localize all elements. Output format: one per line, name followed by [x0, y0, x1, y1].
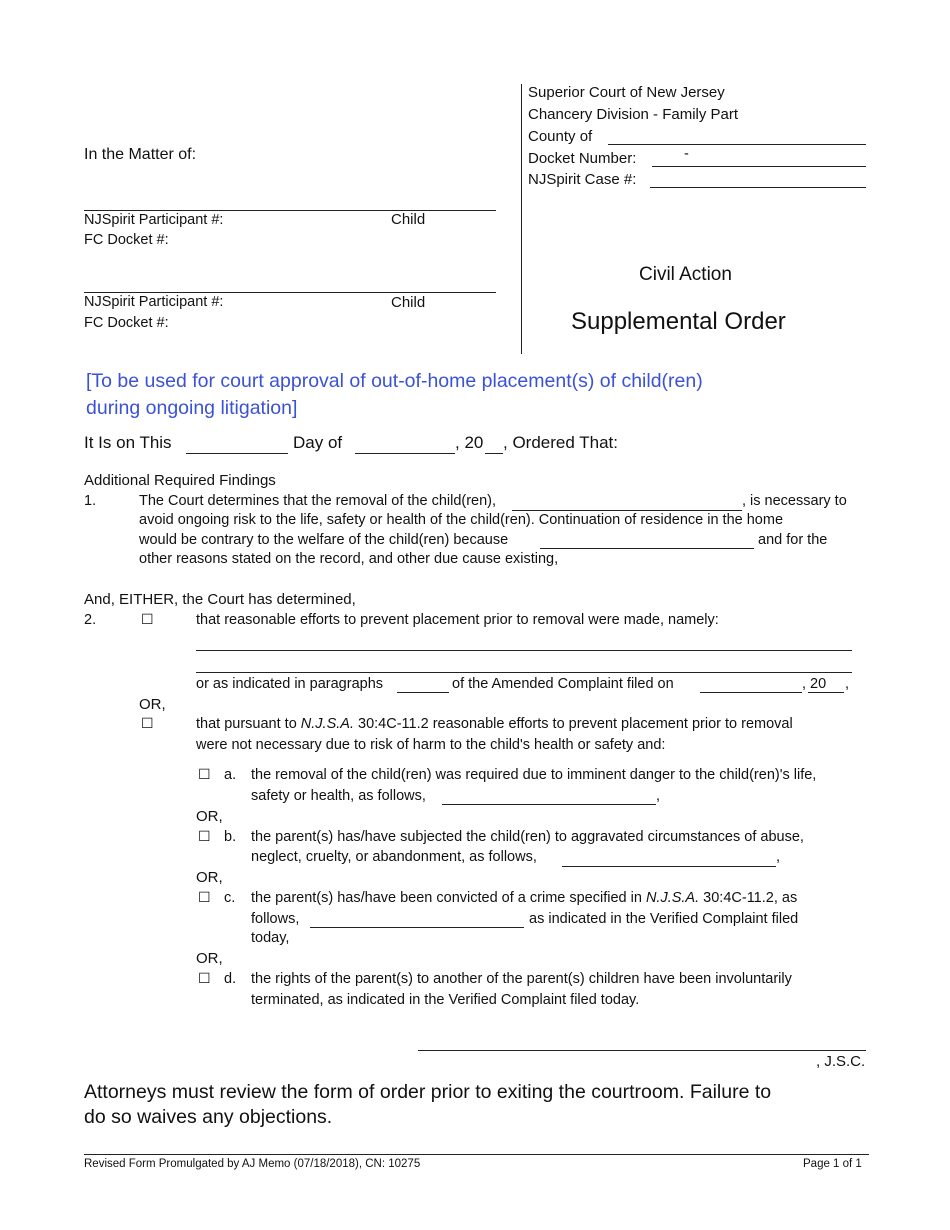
option-a-letter: a.: [224, 767, 237, 783]
child1-name-field[interactable]: [84, 210, 496, 211]
docket-dash: -: [684, 146, 689, 162]
option-c-line-3: today,: [251, 930, 290, 946]
pursuant-to-text: that pursuant to: [196, 716, 297, 732]
option-c-line-2b: as indicated in the Verified Complaint filed: [529, 911, 799, 927]
paragraphs-label: or as indicated in paragraphs: [196, 676, 384, 692]
option-c-line-1: [251, 890, 797, 906]
matter-label: In the Matter of:: [84, 146, 197, 163]
or-separator-a: OR,: [196, 808, 223, 825]
option-c-text-b: 30:4C-11.2, as: [703, 890, 798, 906]
option-b-line-2: neglect, cruelty, or abandonment, as follows,: [251, 849, 537, 865]
additional-findings-heading: Additional Required Findings: [84, 472, 276, 489]
paragraphs-field[interactable]: [397, 692, 449, 693]
docket-number-label: Docket Number:: [528, 150, 637, 167]
child2-name-field[interactable]: [84, 292, 496, 293]
option-d-line-2: terminated, as indicated in the Verified Complaint filed today.: [251, 992, 640, 1008]
county-label: County of: [528, 128, 593, 145]
option-c-field[interactable]: [310, 927, 524, 928]
paragraph-1-line-2: avoid ongoing risk to the life, safety or health of the child(ren). Continuation of residence in the home: [139, 512, 784, 528]
efforts-detail-line-1[interactable]: [196, 650, 852, 651]
option-b-checkbox[interactable]: ☐: [198, 829, 211, 845]
instruction-line-2: during ongoing litigation]: [86, 397, 298, 419]
it-is-on-this-label: It Is on This: [84, 433, 172, 452]
jsc-label: , J.S.C.: [816, 1053, 866, 1070]
paragraph-1-line-4: other reasons stated on the record, and other due cause existing,: [139, 551, 559, 567]
efforts-not-necessary-line-2: were not necessary due to risk of harm to the child's health or safety and:: [196, 737, 666, 753]
amended-complaint-label: of the Amended Complaint filed on: [452, 676, 674, 692]
month-field[interactable]: [355, 453, 455, 454]
option-a-checkbox[interactable]: ☐: [198, 767, 211, 783]
njspirit-case-label: NJSpirit Case #:: [528, 171, 637, 188]
year-field[interactable]: [485, 453, 503, 454]
child2-participant-label: NJSpirit Participant #:: [84, 294, 224, 310]
year-prefix: , 20: [455, 433, 484, 452]
child1-fc-docket-label: FC Docket #:: [84, 232, 169, 248]
caption-divider: [521, 84, 522, 354]
option-a-line-1: the removal of the child(ren) was required due to imminent danger to the child(ren)'s life,: [251, 767, 817, 783]
njspirit-case-field[interactable]: [650, 187, 866, 188]
option-a-field[interactable]: [442, 804, 656, 805]
complaint-year-prefix: , 20: [802, 676, 827, 692]
child2-label: Child: [391, 294, 426, 311]
either-statement: And, EITHER, the Court has determined,: [84, 591, 356, 608]
option-b-letter: b.: [224, 829, 237, 845]
reasonable-efforts-checkbox[interactable]: ☐: [141, 612, 154, 628]
removed-children-field[interactable]: [512, 510, 742, 511]
statute-text: 30:4C-11.2 reasonable efforts to prevent placement prior to removal: [358, 716, 793, 732]
court-name: Superior Court of New Jersey: [528, 84, 725, 101]
footer-rule: [84, 1154, 869, 1155]
complaint-year-comma: ,: [845, 676, 850, 692]
county-field[interactable]: [608, 144, 866, 145]
revised-form-note: Revised Form Promulgated by AJ Memo (07/18/2018), CN: 10275: [84, 1158, 421, 1170]
contrary-reason-field[interactable]: [540, 548, 754, 549]
efforts-not-necessary-checkbox[interactable]: ☐: [141, 716, 154, 732]
child1-label: Child: [391, 211, 426, 228]
option-a-comma: ,: [656, 788, 661, 804]
option-c-text-a: the parent(s) has/have been convicted of a crime specified in: [251, 890, 642, 906]
option-a-line-2: safety or health, as follows,: [251, 788, 426, 804]
judge-signature-line[interactable]: [418, 1050, 866, 1051]
or-separator-1: OR,: [139, 696, 166, 713]
efforts-detail-line-2[interactable]: [196, 672, 852, 673]
option-c-njsa: N.J.S.A.: [645, 890, 700, 906]
option-c-letter: c.: [224, 890, 236, 906]
child1-participant-label: NJSpirit Participant #:: [84, 212, 224, 228]
instruction-line-1: [To be used for court approval of out-of-home placement(s) of child(ren): [86, 370, 703, 392]
option-b-line-1: the parent(s) has/have subjected the child(ren) to aggravated circumstances of abuse,: [251, 829, 804, 845]
option-b-comma: ,: [776, 849, 781, 865]
day-of-label: Day of: [293, 433, 343, 452]
efforts-not-necessary-line-1: [196, 716, 793, 732]
page-number: Page 1 of 1: [803, 1158, 862, 1170]
day-field[interactable]: [186, 453, 288, 454]
child2-fc-docket-label: FC Docket #:: [84, 315, 169, 331]
complaint-year-field[interactable]: [808, 692, 844, 693]
option-c-checkbox[interactable]: ☐: [198, 890, 211, 906]
ordered-that-label: , Ordered That:: [503, 433, 618, 452]
supplemental-order-title: Supplemental Order: [571, 308, 786, 335]
paragraph-1-line-3a: would be contrary to the welfare of the child(ren) because: [139, 532, 509, 548]
option-c-follows: follows,: [251, 911, 300, 927]
option-b-field[interactable]: [562, 866, 776, 867]
option-d-checkbox[interactable]: ☐: [198, 971, 211, 987]
option-d-line-1: the rights of the parent(s) to another of the parent(s) children have been involuntarily: [251, 971, 792, 987]
paragraph-1-line-1b: , is necessary to: [742, 493, 847, 509]
njsa-citation: N.J.S.A.: [300, 716, 354, 732]
court-division: Chancery Division - Family Part: [528, 106, 739, 123]
or-separator-b: OR,: [196, 869, 223, 886]
or-separator-c: OR,: [196, 950, 223, 967]
paragraph-1-line-1a: The Court determines that the removal of the child(ren),: [139, 493, 497, 509]
docket-number-field[interactable]: [652, 166, 866, 167]
attorney-notice-line-1: Attorneys must review the form of order prior to exiting the courtroom. Failure to: [84, 1081, 772, 1103]
option-d-letter: d.: [224, 971, 237, 987]
paragraph-2-number: 2.: [84, 612, 97, 628]
complaint-date-field[interactable]: [700, 692, 802, 693]
paragraph-1-number: 1.: [84, 493, 97, 509]
attorney-notice-line-2: do so waives any objections.: [84, 1106, 333, 1128]
reasonable-efforts-text: that reasonable efforts to prevent placement prior to removal were made, namely:: [196, 612, 719, 628]
paragraph-1-line-3b: and for the: [758, 532, 828, 548]
civil-action-heading: Civil Action: [639, 264, 732, 285]
